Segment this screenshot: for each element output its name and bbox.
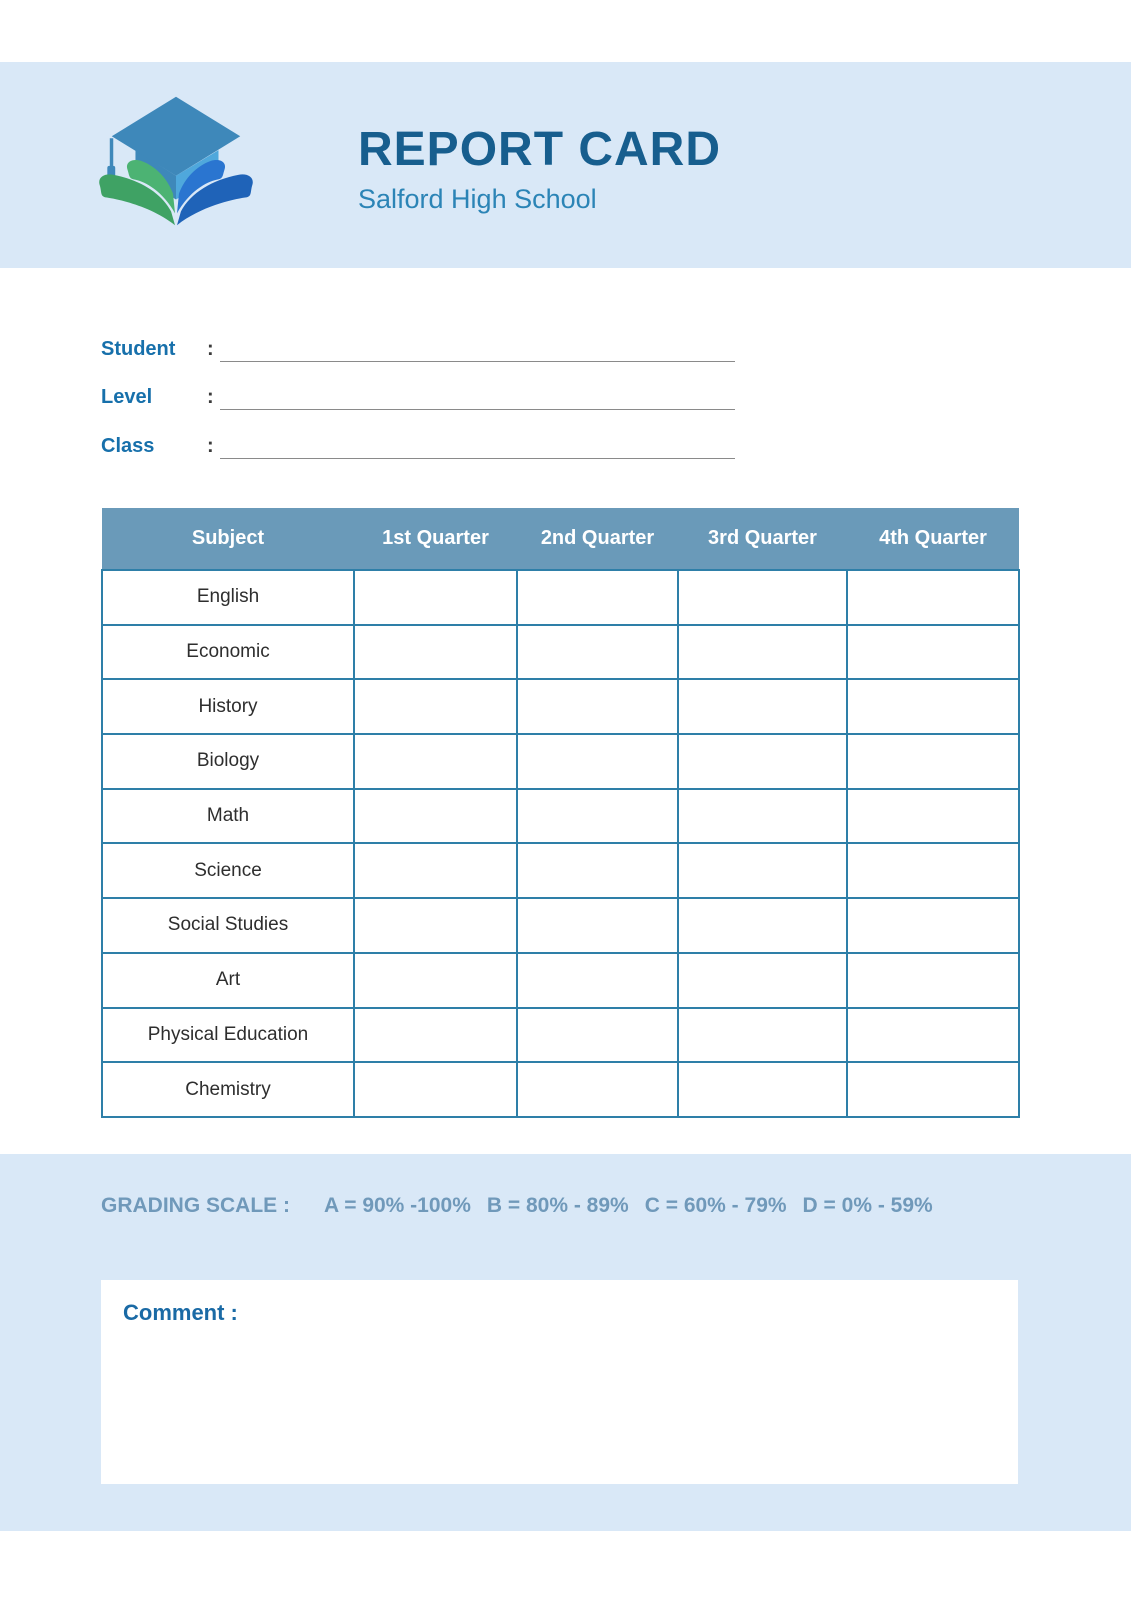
grade-cell-q4[interactable] <box>847 1062 1019 1117</box>
table-row <box>102 789 1019 844</box>
subject-cell: Economic <box>102 625 354 680</box>
subject-cell: Chemistry <box>102 1062 354 1117</box>
grade-cell-q3[interactable] <box>678 570 847 625</box>
table-row <box>102 843 1019 898</box>
table-row <box>102 898 1019 953</box>
table-row <box>102 1062 1019 1117</box>
table-row <box>102 1008 1019 1063</box>
grades-table-wrap <box>101 508 1018 1118</box>
table-row <box>102 679 1019 734</box>
grade-cell-q3[interactable] <box>678 625 847 680</box>
grade-cell-q2[interactable] <box>517 570 678 625</box>
grading-item-b: B = 80% - 89% <box>486 1194 629 1217</box>
graduation-cap-open-book-icon <box>92 90 260 230</box>
level-input-line[interactable] <box>220 409 735 410</box>
student-field-label: Student <box>101 338 176 360</box>
grade-cell-q1[interactable] <box>354 1008 517 1063</box>
class-field-row <box>101 435 735 465</box>
grade-cell-q3[interactable] <box>678 1008 847 1063</box>
grading-scale-label: GRADING SCALE : <box>101 1194 290 1217</box>
grading-item-a: A = 90% -100% <box>324 1194 471 1217</box>
level-field-label: Level <box>101 386 153 408</box>
school-name: Salford High School <box>358 184 597 214</box>
grade-cell-q4[interactable] <box>847 625 1019 680</box>
grade-cell-q4[interactable] <box>847 789 1019 844</box>
grade-cell-q4[interactable] <box>847 679 1019 734</box>
subject-cell: Physical Education <box>102 1008 354 1063</box>
subject-cell: Biology <box>102 734 354 789</box>
level-field-row <box>101 386 735 416</box>
grade-cell-q4[interactable] <box>847 953 1019 1008</box>
grade-cell-q1[interactable] <box>354 789 517 844</box>
class-field-label: Class <box>101 435 155 457</box>
header-band <box>0 62 1131 268</box>
grade-cell-q2[interactable] <box>517 898 678 953</box>
grade-cell-q1[interactable] <box>354 1062 517 1117</box>
student-input-line[interactable] <box>220 361 735 362</box>
header-titles <box>358 124 721 214</box>
grade-cell-q2[interactable] <box>517 843 678 898</box>
grade-cell-q3[interactable] <box>678 953 847 1008</box>
grades-table <box>101 508 1020 1118</box>
grade-cell-q1[interactable] <box>354 953 517 1008</box>
grade-cell-q2[interactable] <box>517 734 678 789</box>
grading-item-d: D = 0% - 59% <box>802 1194 933 1217</box>
subject-cell: Social Studies <box>102 898 354 953</box>
column-header-subject: Subject <box>102 508 354 570</box>
comment-label: Comment : <box>123 1300 238 1325</box>
grade-cell-q1[interactable] <box>354 898 517 953</box>
subject-cell: History <box>102 679 354 734</box>
grade-cell-q2[interactable] <box>517 679 678 734</box>
grade-cell-q4[interactable] <box>847 843 1019 898</box>
grade-cell-q3[interactable] <box>678 1062 847 1117</box>
table-row <box>102 734 1019 789</box>
page-title: REPORT CARD <box>358 123 722 176</box>
grade-cell-q3[interactable] <box>678 679 847 734</box>
grade-cell-q4[interactable] <box>847 898 1019 953</box>
grade-cell-q1[interactable] <box>354 734 517 789</box>
grade-cell-q3[interactable] <box>678 734 847 789</box>
subject-cell: English <box>102 570 354 625</box>
column-header-4th-quarter: 4th Quarter <box>847 508 1019 570</box>
grade-cell-q1[interactable] <box>354 679 517 734</box>
grade-cell-q1[interactable] <box>354 843 517 898</box>
grade-cell-q4[interactable] <box>847 734 1019 789</box>
subject-cell: Science <box>102 843 354 898</box>
grade-cell-q2[interactable] <box>517 789 678 844</box>
subject-cell: Math <box>102 789 354 844</box>
grade-cell-q3[interactable] <box>678 789 847 844</box>
student-info-fields <box>101 338 735 488</box>
grade-cell-q3[interactable] <box>678 898 847 953</box>
bottom-band <box>0 1154 1131 1531</box>
column-header-2nd-quarter: 2nd Quarter <box>517 508 678 570</box>
grade-cell-q3[interactable] <box>678 843 847 898</box>
subject-cell: Art <box>102 953 354 1008</box>
student-field-colon: : <box>207 338 214 360</box>
table-row <box>102 953 1019 1008</box>
grade-cell-q2[interactable] <box>517 953 678 1008</box>
grade-cell-q4[interactable] <box>847 570 1019 625</box>
column-header-3rd-quarter: 3rd Quarter <box>678 508 847 570</box>
table-header-row <box>102 508 1019 570</box>
grade-cell-q1[interactable] <box>354 570 517 625</box>
grade-cell-q2[interactable] <box>517 625 678 680</box>
column-header-1st-quarter: 1st Quarter <box>354 508 517 570</box>
level-field-colon: : <box>207 386 214 408</box>
grading-scale-row <box>101 1194 949 1218</box>
comment-box[interactable] <box>101 1280 1018 1484</box>
grade-cell-q2[interactable] <box>517 1008 678 1063</box>
table-row <box>102 625 1019 680</box>
grade-cell-q4[interactable] <box>847 1008 1019 1063</box>
student-field-row <box>101 338 735 368</box>
class-input-line[interactable] <box>220 458 735 459</box>
class-field-colon: : <box>207 435 214 457</box>
table-row <box>102 570 1019 625</box>
grade-cell-q1[interactable] <box>354 625 517 680</box>
grading-item-c: C = 60% - 79% <box>644 1194 787 1217</box>
grade-cell-q2[interactable] <box>517 1062 678 1117</box>
